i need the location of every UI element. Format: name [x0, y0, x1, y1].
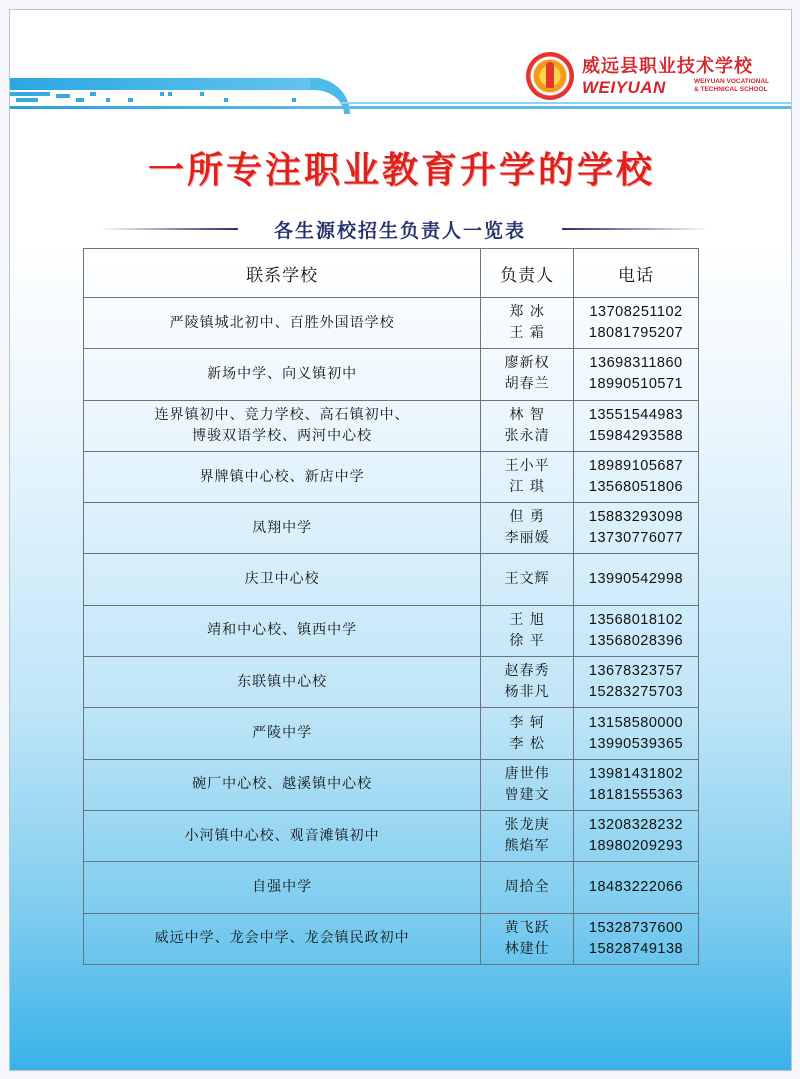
school-text: 严陵中学	[252, 725, 313, 742]
contact-table	[83, 248, 699, 965]
person-text: 王 霜	[509, 325, 545, 342]
phone-text[interactable]: 13981431802	[588, 765, 684, 782]
person-cell	[481, 554, 574, 605]
person-text: 赵春秀	[504, 663, 550, 680]
phone-text[interactable]: 13730776077	[588, 530, 684, 547]
header-band	[10, 78, 330, 90]
person-text: 黄飞跃	[504, 919, 550, 936]
table-row	[84, 298, 699, 349]
person-cell	[481, 400, 574, 451]
person-text: 胡春兰	[504, 376, 550, 393]
person-text: 李 轲	[509, 714, 545, 731]
phone-text[interactable]: 13158580000	[588, 714, 684, 731]
school-text: 博骏双语学校、两河中心校	[192, 427, 373, 444]
phone-text[interactable]: 15283275703	[588, 684, 684, 701]
school-cell	[84, 298, 481, 349]
subtitle-right-rule	[562, 228, 710, 230]
table-row	[84, 657, 699, 708]
phone-text[interactable]: 18181555363	[588, 786, 684, 803]
person-text: 王小平	[504, 458, 550, 475]
phone-text[interactable]: 18483222066	[588, 878, 684, 895]
table-row	[84, 759, 699, 810]
table-row	[84, 708, 699, 759]
school-cell	[84, 759, 481, 810]
phone-text[interactable]: 18980209293	[588, 838, 684, 855]
school-cell	[84, 451, 481, 502]
school-text: 东联镇中心校	[237, 673, 328, 690]
school-cell	[84, 913, 481, 964]
person-cell	[481, 451, 574, 502]
phone-text[interactable]: 13568018102	[588, 611, 684, 628]
school-cell	[84, 862, 481, 913]
logo-english-subtitle: WEIYUAN VOCATIONAL & TECHNICAL SCHOOL	[694, 78, 769, 93]
phone-cell	[574, 862, 699, 913]
phone-cell	[574, 298, 699, 349]
phone-cell	[574, 605, 699, 656]
phone-text[interactable]: 13568028396	[588, 632, 684, 649]
phone-text[interactable]: 15328737600	[588, 919, 684, 936]
school-text: 连界镇初中、竞力学校、高石镇初中、	[154, 406, 410, 423]
subtitle-block	[100, 214, 710, 244]
school-text: 小河镇中心校、观音滩镇初中	[184, 827, 380, 844]
person-text: 李 松	[509, 735, 545, 752]
person-text: 唐世伟	[504, 765, 550, 782]
phone-cell	[574, 708, 699, 759]
person-text: 廖新权	[504, 355, 550, 372]
person-cell	[481, 708, 574, 759]
phone-cell	[574, 913, 699, 964]
table-header-row	[84, 249, 699, 298]
school-text: 碗厂中心校、越溪镇中心校	[192, 776, 373, 793]
school-cell	[84, 605, 481, 656]
person-text: 曾建文	[504, 786, 550, 803]
table-row	[84, 862, 699, 913]
phone-text[interactable]: 13568051806	[588, 479, 684, 496]
table-row	[84, 810, 699, 861]
table-row	[84, 913, 699, 964]
school-text: 新场中学、向义镇初中	[207, 365, 358, 382]
subtitle-left-rule	[100, 228, 238, 230]
person-cell	[481, 862, 574, 913]
logo-chinese-name: 威远县职业技术学校	[582, 56, 753, 77]
person-text: 张永清	[504, 427, 550, 444]
person-text: 江 琪	[509, 479, 545, 496]
school-emblem-icon	[526, 52, 574, 100]
school-cell	[84, 810, 481, 861]
school-cell	[84, 554, 481, 605]
phone-cell	[574, 554, 699, 605]
phone-text[interactable]: 15883293098	[588, 509, 684, 526]
table-row	[84, 349, 699, 400]
school-text: 凤翔中学	[252, 519, 313, 536]
table-row	[84, 400, 699, 451]
school-text: 自强中学	[252, 878, 313, 895]
school-text: 靖和中心校、镇西中学	[207, 622, 358, 639]
person-text: 林建仕	[504, 940, 550, 957]
table-row	[84, 451, 699, 502]
person-text: 杨非凡	[504, 684, 550, 701]
school-cell	[84, 503, 481, 554]
school-text: 界牌镇中心校、新店中学	[199, 468, 365, 485]
page-subtitle: 各生源校招生负责人一览表	[273, 220, 526, 242]
table-row	[84, 605, 699, 656]
phone-text[interactable]: 13990539365	[588, 735, 684, 752]
person-text: 熊焰军	[504, 838, 550, 855]
school-cell	[84, 657, 481, 708]
person-cell	[481, 605, 574, 656]
page-headline: 一所专注职业教育升学的学校	[147, 150, 655, 191]
phone-text[interactable]: 13551544983	[588, 406, 684, 423]
phone-text[interactable]: 18990510571	[588, 376, 684, 393]
phone-text[interactable]: 13708251102	[589, 304, 683, 321]
header-line	[10, 106, 792, 109]
phone-text[interactable]: 13208328232	[588, 817, 684, 834]
header-phone: 电话	[574, 249, 699, 298]
school-cell	[84, 400, 481, 451]
table-row	[84, 503, 699, 554]
person-text: 徐 平	[509, 632, 545, 649]
person-text: 王 旭	[509, 611, 545, 628]
phone-text[interactable]: 13678323757	[588, 663, 684, 680]
person-cell	[481, 759, 574, 810]
person-text: 林 智	[509, 406, 545, 423]
phone-text[interactable]: 15828749138	[588, 940, 684, 957]
person-text: 王文辉	[504, 571, 550, 588]
phone-text[interactable]: 15984293588	[588, 427, 684, 444]
person-text: 郑 冰	[509, 304, 545, 321]
person-text: 张龙庚	[504, 817, 550, 834]
person-cell	[481, 657, 574, 708]
phone-cell	[574, 503, 699, 554]
logo-english-name: WEIYUAN	[582, 78, 666, 97]
phone-cell	[574, 810, 699, 861]
phone-text[interactable]: 18081795207	[588, 325, 684, 342]
school-text: 严陵镇城北初中、百胜外国语学校	[169, 314, 395, 331]
person-cell	[481, 298, 574, 349]
school-text: 庆卫中心校	[244, 571, 320, 588]
header-school: 联系学校	[84, 249, 481, 298]
school-text: 威远中学、龙会中学、龙会镇民政初中	[154, 930, 410, 947]
person-text: 李丽媛	[504, 530, 550, 547]
school-logo	[526, 50, 769, 106]
phone-cell	[574, 451, 699, 502]
person-cell	[481, 913, 574, 964]
table-body	[84, 298, 699, 965]
phone-cell	[574, 400, 699, 451]
person-text: 但 勇	[509, 509, 545, 526]
person-cell	[481, 503, 574, 554]
phone-text[interactable]: 13698311860	[589, 355, 683, 372]
phone-text[interactable]: 18989105687	[588, 458, 684, 475]
person-cell	[481, 810, 574, 861]
phone-cell	[574, 657, 699, 708]
phone-cell	[574, 759, 699, 810]
school-cell	[84, 708, 481, 759]
school-cell	[84, 349, 481, 400]
phone-cell	[574, 349, 699, 400]
person-cell	[481, 349, 574, 400]
phone-text[interactable]: 13990542998	[588, 571, 684, 588]
person-text: 周拾全	[504, 878, 550, 895]
header-person: 负责人	[481, 249, 574, 298]
table-row	[84, 554, 699, 605]
pixel-decoration	[10, 92, 310, 104]
